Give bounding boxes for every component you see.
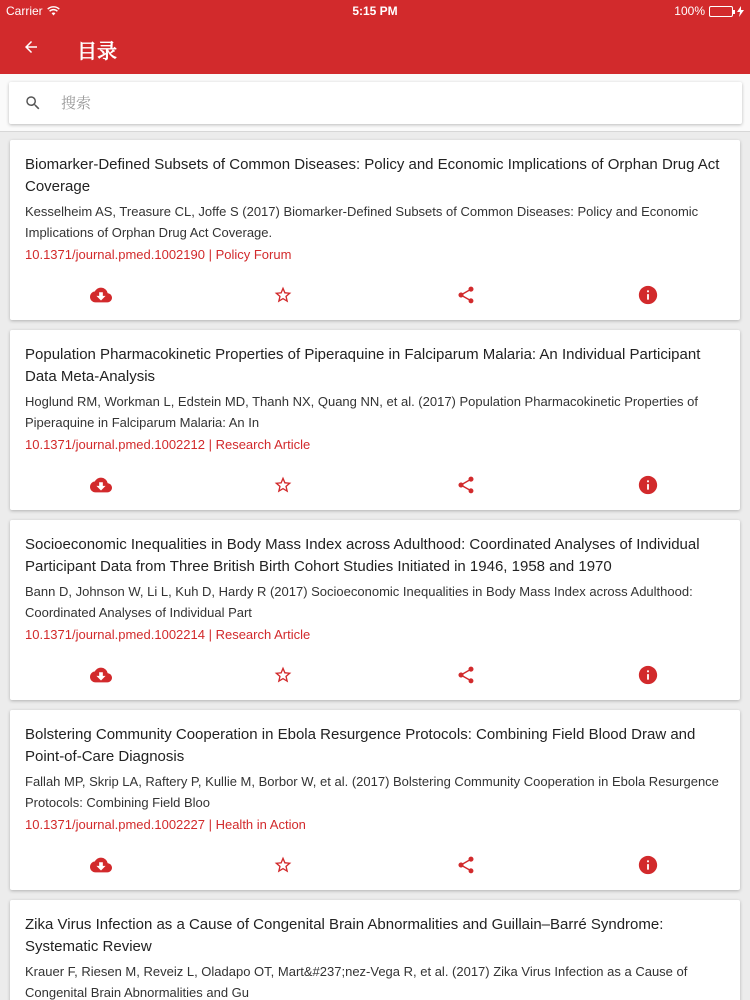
article-title[interactable]: Bolstering Community Cooperation in Ebola Resurgence Protocols: Combining Field Blood Draw and Point-of-Care Diagnosis: [25, 726, 696, 765]
article-citation: Bann D, Johnson W, Li L, Kuh D, Hardy R (2017) Socioeconomic Inequalities in Body Mass Index across Adulthood: Coordinated Analyses of Individual Part: [25, 584, 693, 620]
share-button[interactable]: [453, 282, 479, 308]
search-box[interactable]: [9, 82, 742, 124]
article-title[interactable]: Population Pharmacokinetic Properties of Piperaquine in Falciparum Malaria: An Individual Participant Data Meta-Analysis: [25, 346, 701, 385]
article-citation: Hoglund RM, Workman L, Edstein MD, Thanh NX, Quang NN, et al. (2017) Population Pharmacokinetic Properties of Piperaquine in Falciparum Malaria: An In: [25, 394, 698, 430]
status-bar: [0, 0, 750, 22]
article-card[interactable]: [10, 900, 740, 1000]
back-button[interactable]: [18, 34, 44, 60]
article-doi[interactable]: 10.1371/journal.pmed.1002212 | Research Article: [25, 437, 311, 452]
download-button[interactable]: [88, 472, 114, 498]
search-input[interactable]: [61, 82, 721, 124]
article-title[interactable]: Socioeconomic Inequalities in Body Mass Index across Adulthood: Coordinated Analyses of Individual Participant Data from Three British Birth Cohort Studies Initiated in 1946, 1958 and 1970: [25, 536, 700, 575]
info-icon: [637, 474, 659, 496]
article-citation: Kesselheim AS, Treasure CL, Joffe S (2017) Biomarker-Defined Subsets of Common Diseases: Policy and Economic Implications of Orphan Drug Act Coverage.: [25, 204, 699, 240]
card-actions: [10, 472, 740, 498]
download-button[interactable]: [88, 852, 114, 878]
article-doi[interactable]: 10.1371/journal.pmed.1002190 | Policy Forum: [25, 247, 292, 262]
app-header: [0, 0, 750, 74]
article-doi[interactable]: 10.1371/journal.pmed.1002214 | Research Article: [25, 627, 311, 642]
share-button[interactable]: [453, 852, 479, 878]
status-right: [674, 4, 744, 18]
carrier-label: Carrier: [6, 4, 43, 18]
favorite-button[interactable]: [270, 282, 296, 308]
share-icon: [456, 285, 476, 305]
article-card[interactable]: [10, 330, 740, 510]
download-button[interactable]: [88, 662, 114, 688]
info-button[interactable]: [635, 662, 661, 688]
article-title[interactable]: Zika Virus Infection as a Cause of Congenital Brain Abnormalities and Guillain–Barré Syndrome: Systematic Review: [25, 916, 664, 955]
share-icon: [456, 665, 476, 685]
article-card[interactable]: [10, 520, 740, 700]
star-outline-icon: [273, 855, 293, 875]
star-outline-icon: [273, 665, 293, 685]
share-button[interactable]: [453, 662, 479, 688]
article-citation: Fallah MP, Skrip LA, Raftery P, Kullie M, Borbor W, et al. (2017) Bolstering Community Cooperation in Ebola Resurgence Protocols: Combining Field Bloo: [25, 774, 719, 810]
battery-percent: 100%: [674, 4, 705, 18]
arrow-back-icon: [22, 38, 40, 56]
favorite-button[interactable]: [270, 472, 296, 498]
favorite-button[interactable]: [270, 662, 296, 688]
cloud-download-icon: [90, 474, 112, 496]
charging-icon: [737, 6, 744, 17]
download-button[interactable]: [88, 282, 114, 308]
info-icon: [637, 664, 659, 686]
favorite-button[interactable]: [270, 852, 296, 878]
article-card[interactable]: [10, 710, 740, 890]
cloud-download-icon: [90, 664, 112, 686]
info-icon: [637, 854, 659, 876]
article-title[interactable]: Biomarker-Defined Subsets of Common Diseases: Policy and Economic Implications of Orphan Drug Act Coverage: [25, 156, 720, 195]
share-icon: [456, 475, 476, 495]
card-actions: [10, 282, 740, 308]
search-icon: [24, 94, 42, 112]
info-button[interactable]: [635, 472, 661, 498]
star-outline-icon: [273, 475, 293, 495]
card-actions: [10, 662, 740, 688]
article-card[interactable]: [10, 140, 740, 320]
article-list: [0, 132, 750, 1000]
article-citation: Krauer F, Riesen M, Reveiz L, Oladapo OT, Mart&#237;nez-Vega R, et al. (2017) Zika Virus Infection as a Cause of Congenital Brain Abnormalities and Gu: [25, 964, 688, 1000]
share-button[interactable]: [453, 472, 479, 498]
article-doi[interactable]: 10.1371/journal.pmed.1002227 | Health in Action: [25, 817, 306, 832]
search-bar: [0, 74, 750, 132]
battery-icon: [709, 6, 733, 17]
page-title: 目录: [77, 41, 117, 63]
cloud-download-icon: [90, 284, 112, 306]
share-icon: [456, 855, 476, 875]
card-actions: [10, 852, 740, 878]
info-icon: [637, 284, 659, 306]
app-bar: [0, 22, 750, 74]
cloud-download-icon: [90, 854, 112, 876]
info-button[interactable]: [635, 852, 661, 878]
status-time: 5:15 PM: [352, 4, 398, 18]
info-button[interactable]: [635, 282, 661, 308]
star-outline-icon: [273, 285, 293, 305]
